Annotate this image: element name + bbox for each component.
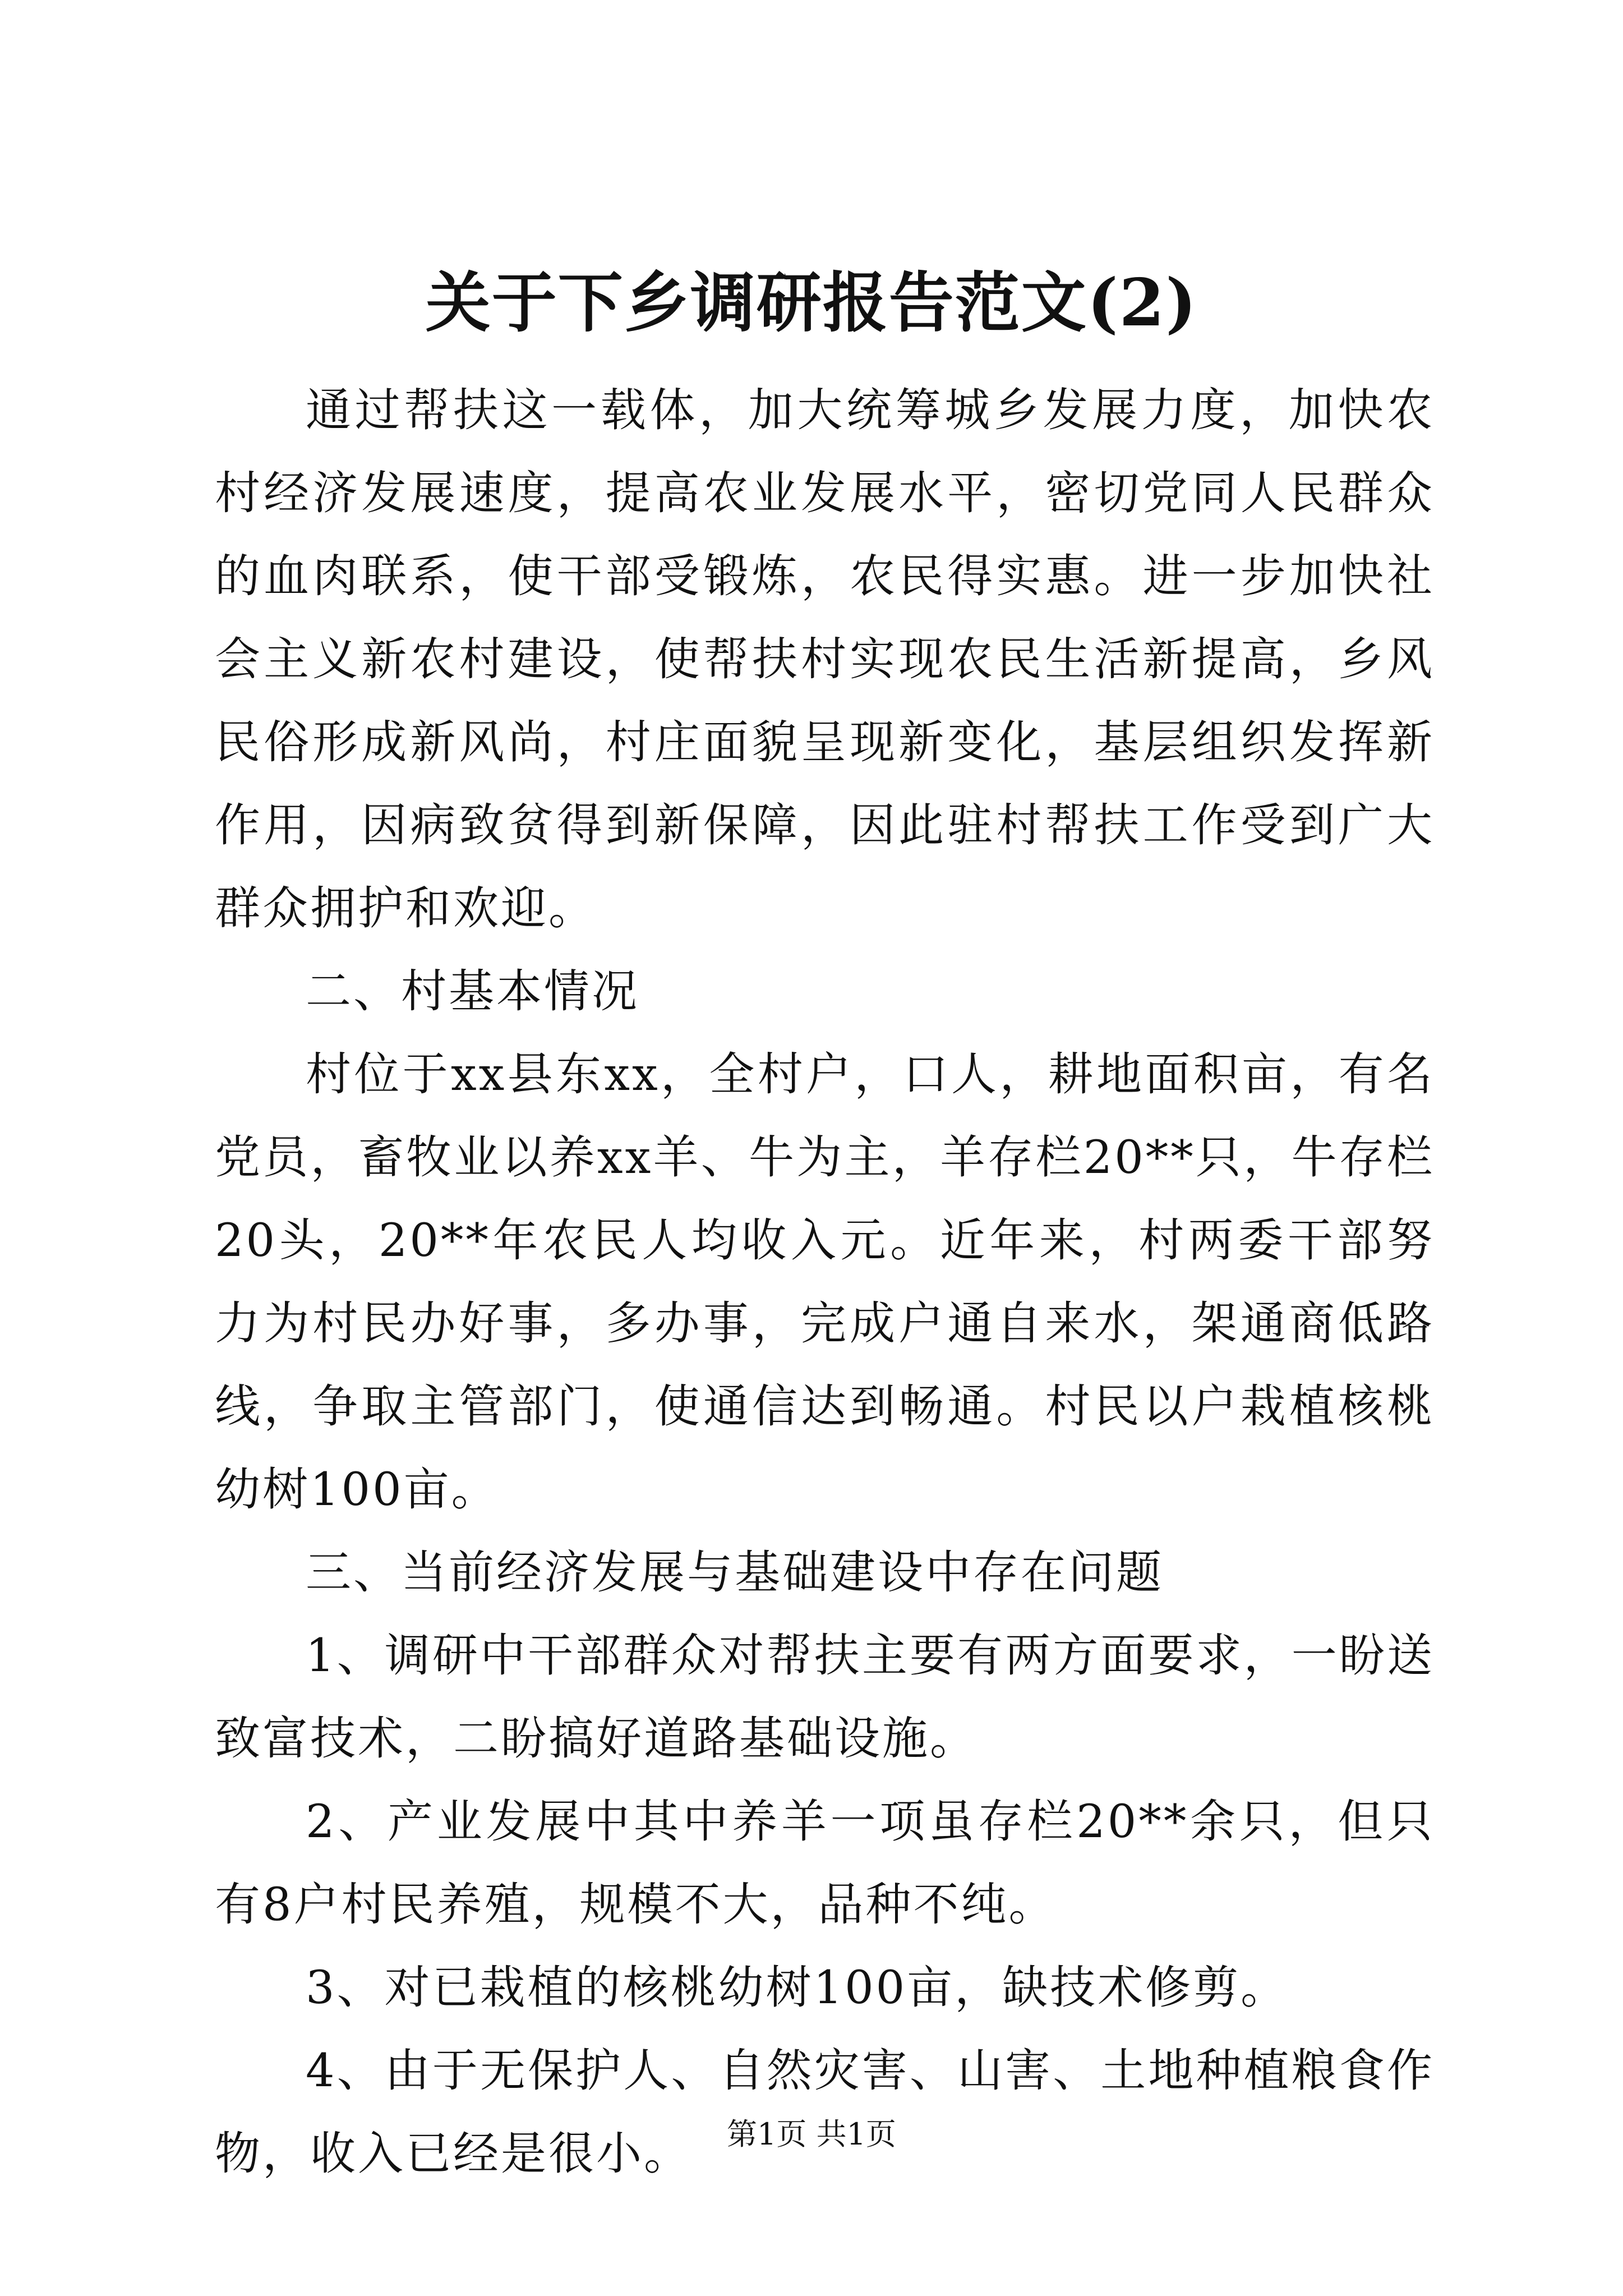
paragraph-village-info: 村位于xx县东xx，全村户，口人，耕地面积亩，有名党员，畜牧业以养xx羊、牛为主，羊存栏20**只，牛存栏20头，20**年农民人均收入元。近年来，村两委干部努力为村民办好事，多办事，完成户通自来水，架通商低路线，争取主管部门，使通信达到畅通。村民以户栽植核桃幼树100亩。 <box>215 1048 1435 1516</box>
list-item-problem-2: 2、产业发展中其中养羊一项虽存栏20**余只，但只有8户村民养殖，规模不大，品种不纯。 <box>215 1796 1435 1931</box>
list-item-problem-4: 4、由于无保护人、自然灾害、山害、土地种植粮食作物，收入已经是很小。 <box>215 2045 1435 2180</box>
section-heading-problems: 三、当前经济发展与基础建设中存在问题 <box>306 1547 1164 1599</box>
document-title: 关于下乡调研报告范文(2) <box>425 265 1198 341</box>
document-body <box>215 369 1435 2196</box>
section-heading-village-info: 二、村基本情况 <box>306 965 640 1018</box>
page-footer: 第1页 共1页 <box>727 2116 896 2152</box>
paragraph-intro: 通过帮扶这一载体，加大统筹城乡发展力度，加快农村经济发展速度，提高农业发展水平，密切党同人民群众的血肉联系，使干部受锻炼，农民得实惠。进一步加快社会主义新农村建设，使帮扶村实现农民生活新提高，乡风民俗形成新风尚，村庄面貌呈现新变化，基层组织发挥新作用，因病致贫得到新保障，因此驻村帮扶工作受到广大群众拥护和欢迎。 <box>215 384 1435 935</box>
list-item-problem-3: 3、对已栽植的核桃幼树100亩，缺技术修剪。 <box>306 1962 1289 2014</box>
list-item-problem-1: 1、调研中干部群众对帮扶主要有两方面要求，一盼送致富技术，二盼搞好道路基础设施。 <box>215 1630 1435 1765</box>
